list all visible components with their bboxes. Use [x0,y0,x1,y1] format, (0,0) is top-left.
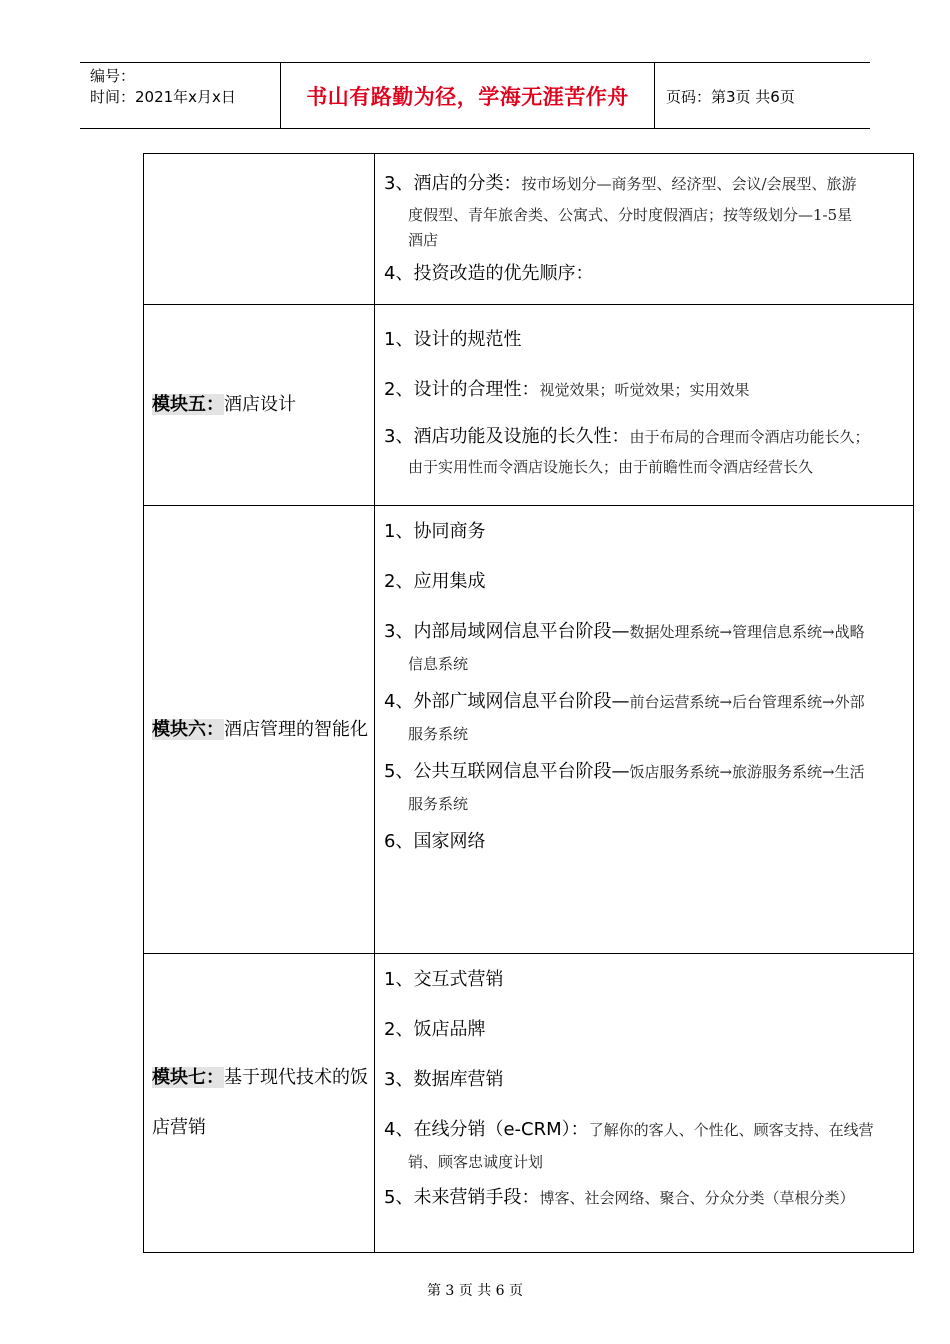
module-label [152,380,368,430]
module-label-cell [144,954,375,1253]
header-time-label: 时间：2021年x月x日 [90,88,236,106]
item-title: 1、交互式营销 [384,969,504,990]
table-row [144,506,914,954]
module-number: 模块七： [152,1067,224,1088]
item-desc: 了解你的客人、个性化、顾客支持、在线营 [588,1121,874,1139]
table-row [144,305,914,506]
list-item [384,955,905,1005]
item-desc: 数据处理系统→管理信息系统→战略 [629,623,865,641]
list-item [384,365,905,415]
item-title: 4、投资改造的优先顺序： [384,263,594,284]
list-item [384,415,905,453]
module-content-cell [375,954,914,1253]
list-item [384,817,905,867]
module-title: 酒店设计 [224,394,296,415]
module-number: 模块五： [152,394,224,415]
item-continuation: 服务系统 [408,795,469,813]
list-item [384,256,905,292]
item-continuation: 服务系统 [408,725,469,743]
item-title: 2、设计的合理性： [384,379,540,400]
item-desc: 博客、社会网络、聚合、分众分类（草根分类） [539,1189,855,1207]
item-title: 3、内部局域网信息平台阶段— [384,621,630,642]
item-continuation: 信息系统 [408,655,469,673]
list-item [384,677,905,721]
item-title: 6、国家网络 [384,831,486,852]
list-item [384,1055,905,1105]
module-content-cell [375,154,914,305]
module-label-cell [144,506,375,954]
page-header [80,62,870,129]
module-label-cell [144,154,375,305]
list-item [384,607,905,651]
list-item [384,168,905,200]
table-row [144,154,914,305]
module-content-cell [375,506,914,954]
content-table [143,153,914,1253]
item-desc: 前台运营系统→后台管理系统→外部 [629,693,865,711]
item-title: 3、酒店功能及设施的长久性： [384,426,630,447]
item-desc: 按市场划分—商务型、经济型、会议/会展型、旅游 [521,175,857,193]
header-divider [654,63,655,129]
item-continuation: 度假型、青年旅舍类、公寓式、分时度假酒店；按等级划分—1-5星 [408,206,853,224]
header-number-label: 编号： [90,67,136,85]
list-item [384,747,905,791]
module-label-cell [144,305,375,506]
header-motto: 书山有路勤为径，学海无涯苦作舟 [306,84,629,109]
module-title: 基于现代技术的饭店营销 [152,1067,368,1138]
item-title: 2、饭店品牌 [384,1019,486,1040]
item-desc: 由于布局的合理而令酒店功能长久； [629,428,870,446]
item-title: 3、数据库营销 [384,1069,504,1090]
header-meta [90,66,280,108]
item-desc: 饭店服务系统→旅游服务系统→生活 [629,763,865,781]
item-title: 4、在线分销（e-CRM）： [384,1119,589,1140]
item-title: 3、酒店的分类： [384,173,522,194]
list-item [384,507,905,557]
item-continuation: 酒店 [408,231,439,249]
table-row [144,954,914,1253]
module-label [152,705,368,755]
header-page-info: 页码：第3页 共6页 [666,87,795,106]
list-item [384,1175,905,1221]
module-title: 酒店管理的智能化 [224,718,368,740]
item-title: 2、应用集成 [384,571,486,592]
list-item [384,1005,905,1055]
item-continuation: 由于实用性而令酒店设施长久；由于前瞻性而令酒店经营长久 [408,458,814,476]
list-item [384,315,905,365]
list-item [384,1105,905,1149]
module-number: 模块六： [152,718,224,740]
item-title: 4、外部广域网信息平台阶段— [384,691,630,712]
list-item [384,557,905,607]
module-content-cell [375,305,914,506]
item-title: 1、协同商务 [384,521,486,542]
page-footer: 第 3 页 共 6 页 [426,1283,524,1299]
item-continuation: 销、顾客忠诚度计划 [408,1153,544,1171]
module-label [152,1053,368,1153]
item-title: 5、未来营销手段： [384,1187,540,1208]
item-title: 1、设计的规范性 [384,329,522,350]
item-desc: 视觉效果；听觉效果；实用效果 [539,381,750,399]
item-title: 5、公共互联网信息平台阶段— [384,761,630,782]
